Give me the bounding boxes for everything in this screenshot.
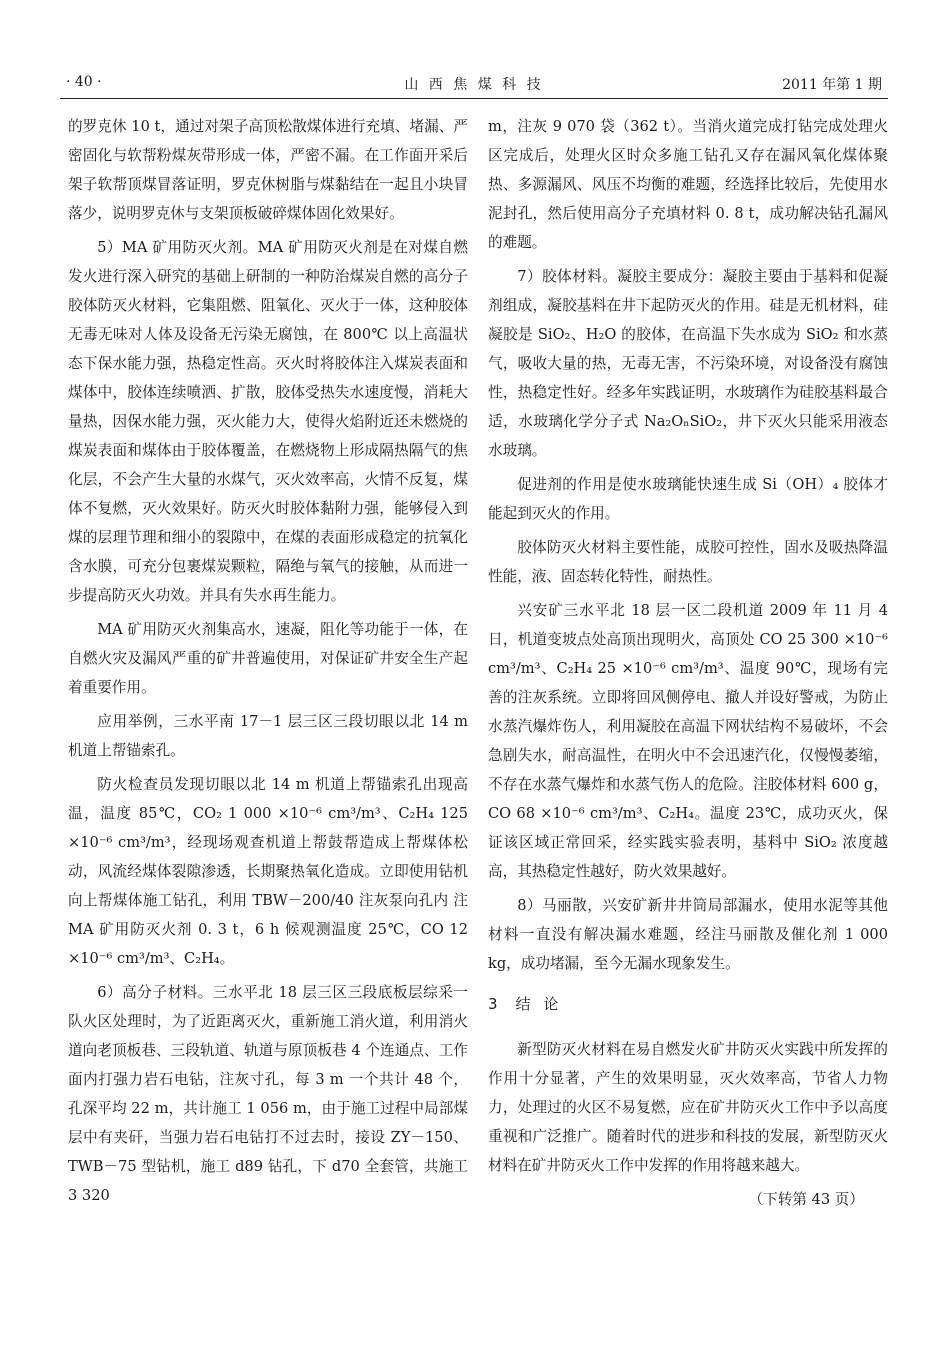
paragraph: 新型防灭火材料在易自燃发火矿井防灭火实践中所发挥的作用十分显著，产生的效果明显，灭火效率高，节省人力物力，处理过的火区不易复燃，应在矿井防灭火工作中予以高度重视和广泛推广。随着时代的进步和科技的发展，新型防灭火材料在矿井防灭火工作中发挥的作用将越来越大。 <box>488 1041 888 1174</box>
running-header <box>60 70 888 99</box>
journal-title: 山 西 焦 煤 科 技 <box>404 77 544 93</box>
continued-note: （下转第 43 页） <box>748 1191 864 1208</box>
paragraph: 促进剂的作用是使水玻璃能快速生成 Si（OH）₄ 胶体才能起到灭火的作用。 <box>488 476 888 522</box>
page-number: · 40 · <box>66 74 102 90</box>
paragraph: 应用举例，三水平南 17－1 层三区三段切眼以北 14 m 机道上帮锚索孔。 <box>68 713 468 759</box>
section-title: 结 论 <box>515 995 563 1013</box>
paragraph: 兴安矿三水平北 18 层一区二段机道 2009 年 11 月 4 日，机道变坡点处高顶出现明火，高顶处 CO 25 300 ×10⁻⁶ cm³/m³、C₂H₄ 25 ×10⁻⁶ cm³/m³、温度 90℃，现场有完善的注灰系统。立即将回风侧停电、撤人并设好警戒，为防止水蒸汽爆炸伤人，利用凝胶在高温下网状结构不易破坏，不会急剧失水，耐高温性，在明火中不会迅速汽化，仅慢慢萎缩，不存在水蒸气爆炸和水蒸气伤人的危险。注胶体材料 600 g，CO 68 ×10⁻⁶ cm³/m³、C₂H₄。温度 23℃，成功灭火，保证该区域正常回采，经实践实验表明，基料中 SiO₂ 浓度越高，其热稳定性越好，防火效果越好。 <box>488 602 888 880</box>
paragraph: 防火检查员发现切眼以北 14 m 机道上帮锚索孔出现高温，温度 85℃，CO₂ 1 000 ×10⁻⁶ cm³/m³、C₂H₄ 125 ×10⁻⁶ cm³/m³，经现场观查机道上帮鼓帮造成上帮煤体松动，风流经煤体裂隙渗透，长期聚热氧化造成。立即使用钻机向上帮煤体施工钻孔，利用 TBW－200/40 注灰泵向孔内 注 MA 矿用防灭火剂 0. 3 t，6 h 候观测温度 25℃，CO 12 ×10⁻⁶ cm³/m³、C₂H₄。 <box>68 776 468 967</box>
paragraph: 6）高分子材料。三水平北 18 层三区三段底板层综采一队火区处理时，为了近距离灭火，重新施工消火道，利用消火道向老顶板巷、三段轨道、轨道与原顶板巷 4 个连通点、工作面内打强力岩石电钻，注灰寸孔，每 3 m 一个共计 48 个，孔深平均 22 m，共计施工 1 056 m，由于施工过程中局部煤层中有夹矸，当强力岩石电钻打不过去时，接设 ZY－150、TWB－75 型钻机，施工 d89 钻孔，下 d70 全套管，共施工 3 320 <box>68 984 468 1204</box>
paragraph: 胶体防灭火材料主要性能，成胶可控性，固水及吸热降温性能，液、固态转化特性，耐热性。 <box>488 539 888 585</box>
paragraph: m，注灰 9 070 袋（362 t）。当消火道完成打钻完成处理火区完成后，处理火区时众多施工钻孔又存在漏风氧化煤体聚热、多源漏风、风压不均衡的难题，经选择比较后，先使用水泥封孔，然后使用高分子充填材料 0. 8 t，成功解决钻孔漏风的难题。 <box>488 118 888 251</box>
right-column <box>488 112 888 1214</box>
left-column <box>68 112 468 1215</box>
paragraph: 7）胶体材料。凝胶主要成分：凝胶主要由于基料和促凝剂组成，凝胶基料在井下起防灭火的作用。硅是无机材料，硅凝胶是 SiO₂、H₂O 的胶体，在高温下失水成为 SiO₂ 和水蒸气，吸收大量的热，无毒无害，不污染环境，对设备没有腐蚀性，热稳定性好。经多年实践证明，水玻璃作为硅胶基料最合适，水玻璃化学分子式 Na₂OₙSiO₂，井下灭火只能采用液态水玻璃。 <box>488 268 888 459</box>
paragraph: 8）马丽散，兴安矿新井井筒局部漏水，使用水泥等其他材料一直没有解决漏水难题，经注马丽散及催化剂 1 000 kg，成功堵漏，至今无漏水现象发生。 <box>488 897 888 972</box>
issue-label: 2011 年第 1 期 <box>782 77 882 93</box>
paragraph: 5）MA 矿用防灭火剂。MA 矿用防灭火剂是在对煤自燃发火进行深入研究的基础上研制的一种防治煤炭自燃的高分子胶体防灭火材料，它集阻燃、阻氧化、灭火于一体，这种胶体无毒无味对人体及设备无污染无腐蚀，在 800℃ 以上高温状态下保水能力强，热稳定性高。灭火时将胶体注入煤炭表面和煤体中，胶体连续喷洒、扩散，胶体受热失水速度慢，消耗大量热，因保水能力强，灭火能力大，使得火焰附近还未燃烧的煤炭表面和煤体由于胶体覆盖，在燃烧物上形成隔热隔气的焦化层，不会产生大量的水煤气，灭火效率高，火情不反复，煤体不复燃，灭火效果好。防灭火时胶体黏附力强，能够侵入到煤的层理节理和细小的裂隙中，在煤的表面形成稳定的抗氧化含水膜，可充分包裹煤炭颗粒，隔绝与氧气的接触，从而进一步提高防灭火功效。并具有失水再生能力。 <box>68 239 468 604</box>
section-heading <box>488 990 888 1019</box>
paragraph: MA 矿用防灭火剂集高水，速凝，阻化等功能于一体，在自燃火灾及漏风严重的矿井普遍使用，对保证矿井安全生产起着重要作用。 <box>68 621 468 696</box>
section-number: 3 <box>488 995 502 1013</box>
paragraph: 的罗克休 10 t，通过对架子高顶松散煤体进行充填、堵漏、严密固化与软帮粉煤灰带形成一体，严密不漏。在工作面开采后架子软帮顶煤冒落证明，罗克休树脂与煤黏结在一起且小块冒落少，说明罗克休与支架顶板破碎煤体固化效果好。 <box>68 118 468 222</box>
